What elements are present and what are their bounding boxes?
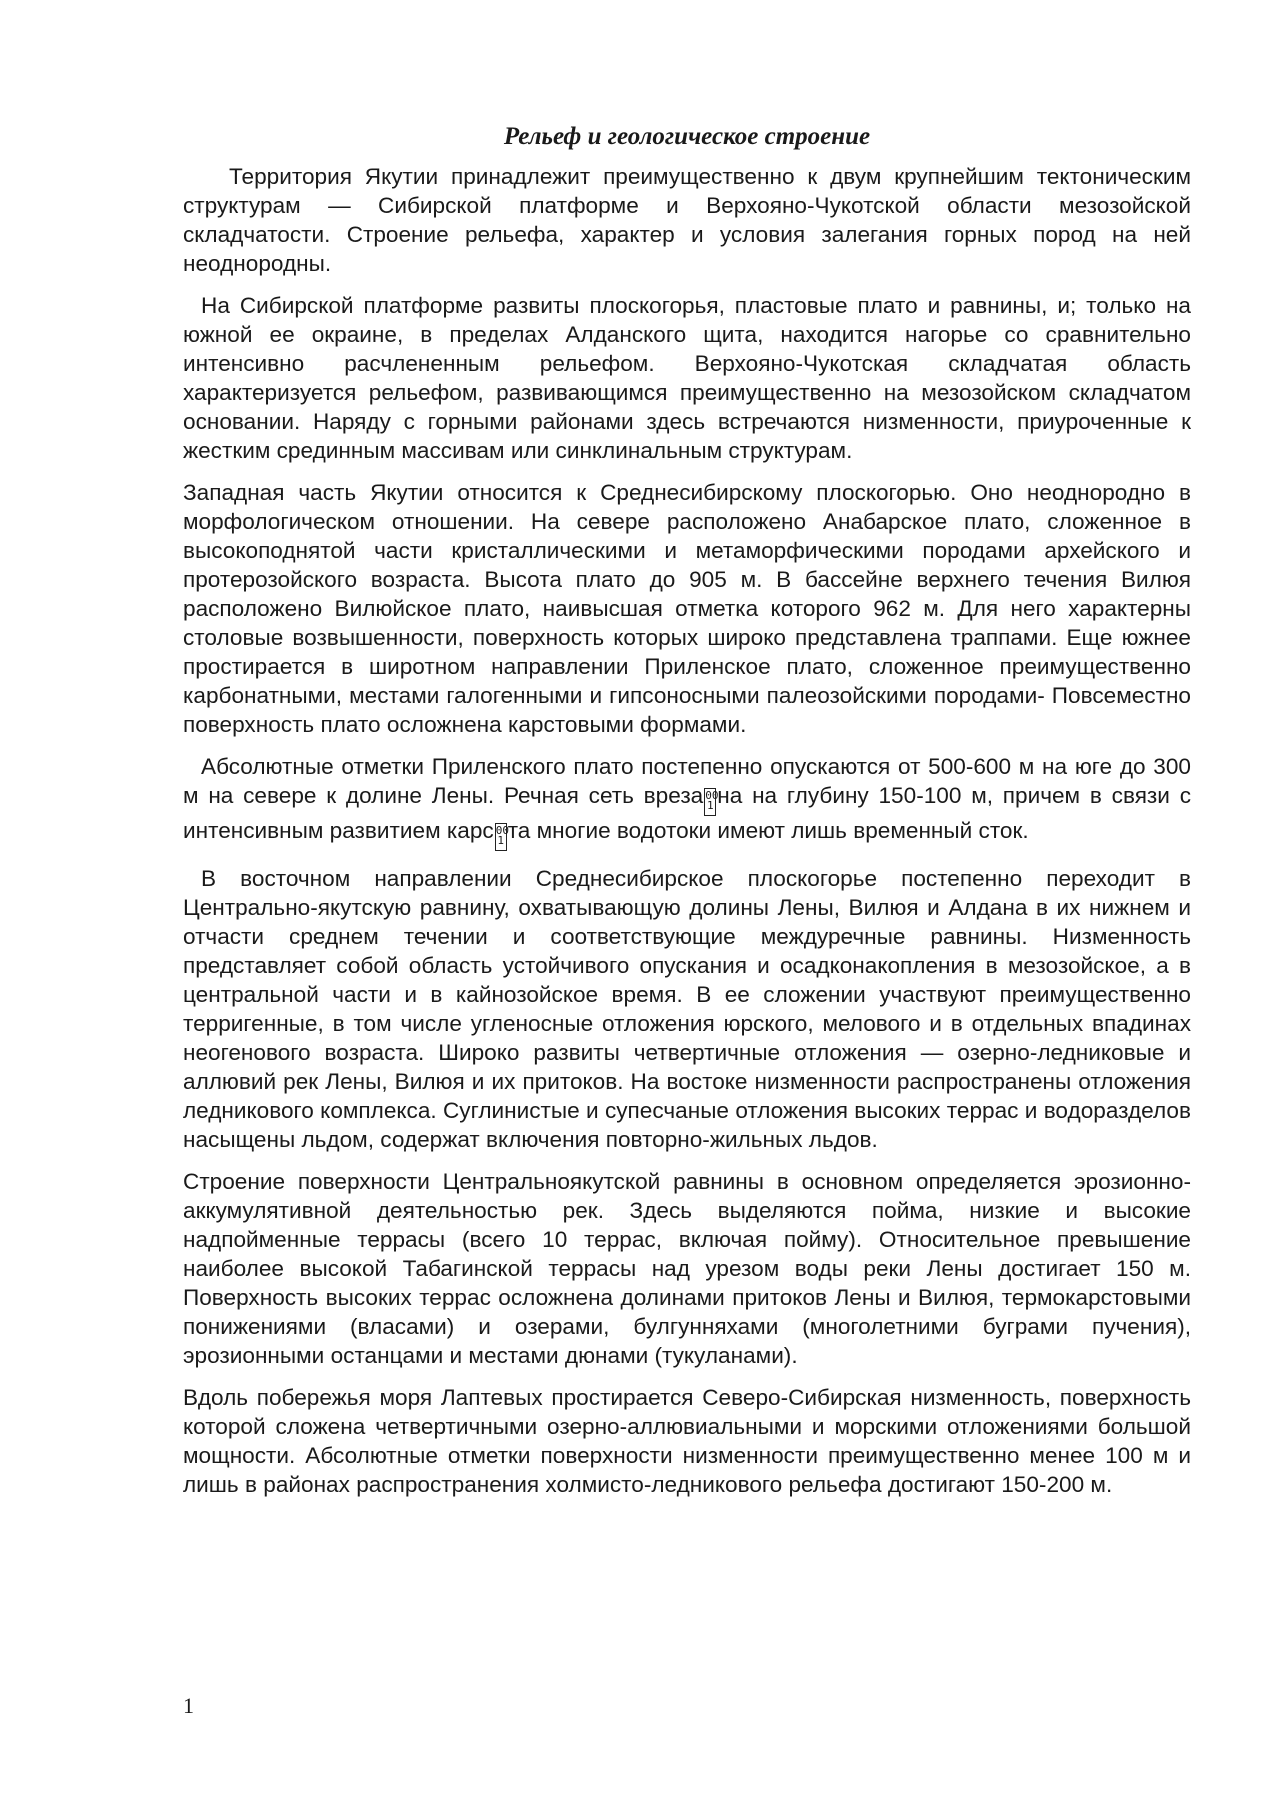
paragraph-3: Западная часть Якутии относится к Среднесибирскому плоскогорью. Оно неоднородно в морфологическом отношении. На севере расположено Анабарское плато, сложенное в высокоподнятой части кристаллическими и метаморфическими породами архейского и протерозойского возраста. Высота плато до 905 м. В бассейне верхнего течения Вилюя расположено Вилюйское плато, наивысшая отметка которого 962 м. Для него характерны столовые возвышенности, поверхность которых широко представлена траппами. Еще южнее простирается в широтном направлении Приленское плато, сложенное преимущественно карбонатными, местами галогенными и гипсоносными палеозойскими породами- Повсеместно поверхность плато осложнена карстовыми формами.: [183, 480, 1191, 737]
paragraph-4-text-b: на на глубину 150-100 м, причем в связи с интенсивным развитием карс: [183, 783, 1191, 843]
missing-glyph-box-icon: 00 1: [704, 788, 716, 816]
paragraph-4-text-a: Абсолютные отметки Приленского плато постепенно опускаются от 500-600 м на юге до 300 м на севере к долине Лены. Речная сеть вреза: [183, 754, 1191, 808]
missing-glyph-box-icon: 00 1: [495, 823, 507, 851]
document-page: [183, 120, 1191, 1512]
paragraph-1: Территория Якутии принадлежит преимущественно к двум крупнейшим тектоническим структурам — Сибирской платформе и Верхояно-Чукотской области мезозойской складчатости. Строение рельефа, характер и условия залегания горных пород на ней неоднородны.: [183, 164, 1191, 276]
paragraph-7: Вдоль побережья моря Лаптевых простирается Северо-Сибирская низменность, поверхность которой сложена четвертичными озерно-аллювиальными и морскими отложениями большой мощности. Абсолютные отметки поверхности низменности преимущественно менее 100 м и лишь в районах распространения холмисто-ледникового рельефа достигают 150-200 м.: [183, 1385, 1191, 1497]
paragraph-6: Строение поверхности Центральноякутской равнины в основном определяется эрозионно-аккумулятивной деятельностью рек. Здесь выделяются пойма, низкие и высокие надпойменные террасы (всего 10 террас, включая пойму). Относительное превышение наиболее высокой Табагинской террасы над урезом воды реки Лены достигает 150 м. Поверхность высоких террас осложнена долинами притоков Лены и Вилюя, термокарстовыми понижениями (власами) и озерами, булгунняхами (многолетними буграми пучения), эрозионными останцами и местами дюнами (тукуланами).: [183, 1169, 1191, 1368]
paragraph-4-text-c: та многие водотоки имеют лишь временный сток.: [507, 818, 1029, 843]
page-number: 1: [183, 1693, 194, 1718]
paragraph-2: На Сибирской платформе развиты плоскогорья, пластовые плато и равнины, и; только на южной ее окраине, в пределах Алданского щита, находится нагорье со сравнительно интенсивно расчлененным рельефом. Верхояно-Чукотская складчатая область характеризуется рельефом, развивающимся преимущественно на мезозойском складчатом основании. Наряду с горными районами здесь встречаются низменности, приуроченные к жестким срединным массивам или синклинальным структурам.: [183, 293, 1191, 463]
paragraph-4: [183, 752, 1191, 851]
document-title: Рельеф и геологическое строение: [503, 123, 871, 150]
paragraph-5: В восточном направлении Среднесибирское плоскогорье постепенно переходит в Центрально-якутскую равнину, охватывающую долины Лены, Вилюя и Алдана в их нижнем и отчасти среднем течении и соответствующие междуречные равнины. Низменность представляет собой область устойчивого опускания и осадконакопления в мезозойское, а в центральной части и в кайнозойское время. В ее сложении участвуют преимущественно терригенные, в том числе угленосные отложения юрского, мелового и в отдельных впадинах неогенового возраста. Широко развиты четвертичные отложения — озерно-ледниковые и аллювий рек Лены, Вилюя и их притоков. На востоке низменности распространены отложения ледникового комплекса. Суглинистые и супесчаные отложения высоких террас и водоразделов насыщены льдом, содержат включения повторно-жильных льдов.: [183, 866, 1191, 1152]
